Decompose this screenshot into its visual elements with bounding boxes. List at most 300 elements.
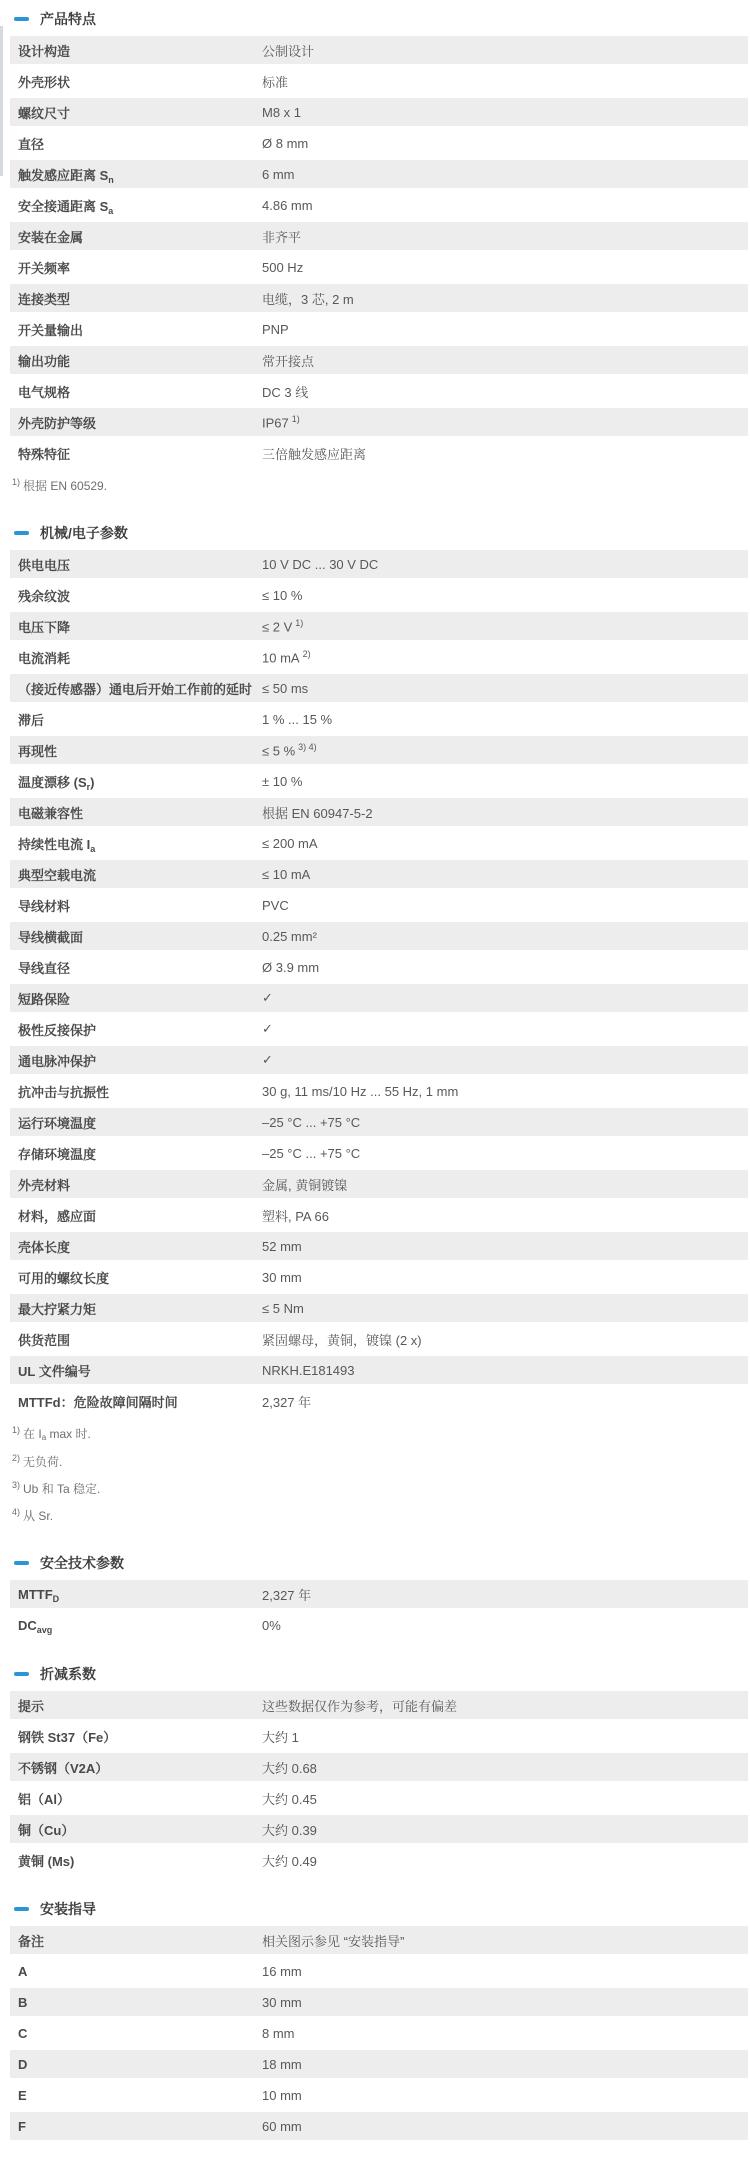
footnote-number: 2) xyxy=(12,1453,21,1463)
row-value xyxy=(262,618,303,634)
spec-row xyxy=(10,829,748,857)
row-label xyxy=(18,258,262,277)
row-value xyxy=(262,105,301,120)
spec-row xyxy=(10,1784,748,1812)
footnote-number: 3) xyxy=(12,1480,21,1490)
row-label-text: 持续性电流 I xyxy=(18,836,91,852)
row-value xyxy=(262,136,308,151)
row-value xyxy=(262,2057,302,2072)
row-value xyxy=(262,1964,302,1979)
row-value-text: 大约 0.39 xyxy=(262,1822,317,1838)
section-title: 机械/电子参数 xyxy=(40,525,128,541)
section-footnotes xyxy=(12,1419,750,1528)
scrollbar-thumb[interactable] xyxy=(0,26,3,176)
row-label xyxy=(18,1820,262,1839)
row-label xyxy=(18,227,262,246)
row-label-text: 安全接通距离 S xyxy=(18,198,109,214)
row-value-text: 大约 1 xyxy=(262,1729,299,1745)
spec-row xyxy=(10,253,748,281)
row-label-text: 导线直径 xyxy=(18,960,71,976)
row-value-text: 30 mm xyxy=(262,1994,302,2010)
row-label xyxy=(18,1696,262,1715)
row-value-text: PVC xyxy=(262,897,289,913)
row-label-text: F xyxy=(18,2118,26,2134)
row-label-text: C xyxy=(18,2025,28,2041)
row-value xyxy=(262,1618,281,1633)
spec-row xyxy=(10,1926,748,1954)
collapse-minus-icon[interactable] xyxy=(14,1561,29,1565)
footnote-text-tail: max 时. xyxy=(46,1427,91,1441)
row-value xyxy=(262,227,301,246)
row-value-text: 0.25 mm² xyxy=(262,928,317,944)
row-label xyxy=(18,1144,262,1163)
footnote-line xyxy=(12,1501,750,1528)
row-value xyxy=(262,289,354,308)
row-label-subscript: avg xyxy=(36,1624,53,1635)
spec-row xyxy=(10,953,748,981)
spec-row xyxy=(10,1957,748,1985)
section-title: 安全技术参数 xyxy=(40,1555,124,1571)
spec-row xyxy=(10,284,748,312)
row-value xyxy=(262,1727,299,1746)
row-label-subscript: a xyxy=(108,205,114,216)
row-label xyxy=(18,1789,262,1808)
row-value xyxy=(262,1146,360,1161)
row-value xyxy=(262,1084,458,1099)
row-value xyxy=(262,803,373,822)
row-value-text: 500 Hz xyxy=(262,259,304,275)
row-label xyxy=(18,103,262,122)
row-value-text: NRKH.E181493 xyxy=(262,1362,355,1378)
spec-row xyxy=(10,315,748,343)
row-label xyxy=(18,289,262,308)
footnote-text: 在 I xyxy=(23,1427,42,1441)
row-value-text: 大约 0.45 xyxy=(262,1791,317,1807)
row-value-text: –25 °C ... +75 °C xyxy=(262,1114,361,1130)
row-value-text: DC 3 线 xyxy=(262,384,309,400)
row-value-text: ≤ 5 Nm xyxy=(262,1300,304,1316)
footnote-line xyxy=(12,1419,750,1447)
row-label-text: DC xyxy=(18,1617,37,1633)
section-rows xyxy=(10,1580,748,1639)
row-value-text: 电缆，3 芯, 2 m xyxy=(262,291,354,307)
row-label xyxy=(18,1727,262,1746)
row-label xyxy=(18,586,262,605)
row-value-text: 非齐平 xyxy=(262,229,302,245)
row-label xyxy=(18,1392,262,1411)
spec-sections xyxy=(0,4,750,2140)
row-label xyxy=(18,834,262,853)
row-label xyxy=(18,72,262,91)
row-value-text: 金属, 黄铜镀镍 xyxy=(262,1177,348,1193)
row-value xyxy=(262,1330,422,1349)
row-value xyxy=(262,322,289,337)
footnote-line xyxy=(12,1474,750,1501)
row-label xyxy=(18,413,262,432)
spec-row xyxy=(10,36,748,64)
row-label xyxy=(18,165,262,184)
row-value xyxy=(262,588,302,603)
row-value-text: 标准 xyxy=(262,74,289,90)
row-value xyxy=(262,898,289,913)
footnote-line xyxy=(12,1447,750,1474)
row-label-text: 黄铜 (Ms) xyxy=(18,1853,75,1869)
row-value xyxy=(262,1363,355,1378)
section-header[interactable] xyxy=(14,1894,750,1924)
spec-row xyxy=(10,1077,748,1105)
row-value xyxy=(262,681,308,696)
spec-row xyxy=(10,674,748,702)
row-value xyxy=(262,1931,404,1950)
row-value xyxy=(262,1052,273,1068)
footnote-number: 4) xyxy=(12,1507,21,1517)
row-label-text: 导线材料 xyxy=(18,898,71,914)
row-value xyxy=(262,1021,273,1037)
row-label-text: 开关量输出 xyxy=(18,322,84,338)
row-value-text: 紧固螺母，黄铜，镀镍 (2 x) xyxy=(262,1332,422,1348)
row-label xyxy=(18,1175,262,1194)
collapse-minus-icon[interactable] xyxy=(14,1907,29,1911)
row-value-text: 大约 0.49 xyxy=(262,1853,317,1869)
row-value-text: 10 mm xyxy=(262,2087,302,2103)
row-label xyxy=(18,1051,262,1070)
row-label-text: 连接类型 xyxy=(18,291,71,307)
row-label-text: 输出功能 xyxy=(18,353,71,369)
row-label xyxy=(18,927,262,946)
row-value-text: 相关图示参见 “安装指导” xyxy=(262,1933,405,1949)
row-value-text: M8 x 1 xyxy=(262,104,302,120)
row-value xyxy=(262,929,317,944)
row-label-text: 外壳材料 xyxy=(18,1177,71,1193)
row-label xyxy=(18,320,262,339)
row-value xyxy=(262,2026,295,2041)
row-label-text: 典型空载电流 xyxy=(18,867,97,883)
row-value xyxy=(262,444,366,463)
section-header[interactable] xyxy=(14,1659,750,1689)
spec-row xyxy=(10,191,748,219)
row-value-text: ≤ 200 mA xyxy=(262,835,318,851)
row-value xyxy=(262,1206,329,1225)
spec-row xyxy=(10,860,748,888)
row-label xyxy=(18,865,262,884)
spec-row xyxy=(10,1046,748,1074)
row-value-text: 4.86 mm xyxy=(262,197,313,213)
row-label-text: 导线横截面 xyxy=(18,929,84,945)
row-label-text: UL 文件编号 xyxy=(18,1363,91,1379)
row-value-text: 16 mm xyxy=(262,1963,302,1979)
row-label xyxy=(18,741,262,760)
row-label-text: 电气规格 xyxy=(18,384,71,400)
row-label-text: 直径 xyxy=(18,136,45,152)
row-label xyxy=(18,1237,262,1256)
row-value xyxy=(262,382,308,401)
row-value-footnote-ref: 1) xyxy=(291,413,300,424)
row-label-text: 电磁兼容性 xyxy=(18,805,84,821)
row-label xyxy=(18,444,262,463)
row-value xyxy=(262,41,314,60)
row-label xyxy=(18,41,262,60)
row-value-footnote-ref: 2) xyxy=(302,648,311,659)
spec-row xyxy=(10,377,748,405)
footnote-number: 1) xyxy=(12,1425,21,1435)
row-label-subscript: r xyxy=(86,781,91,792)
footnote-subscript: a xyxy=(41,1433,47,1442)
spec-row xyxy=(10,222,748,250)
row-label-text: 电流消耗 xyxy=(18,650,71,666)
row-value-text: IP67 xyxy=(262,415,289,431)
row-label-text: 外壳形状 xyxy=(18,74,71,90)
row-value xyxy=(262,742,317,758)
spec-row xyxy=(10,736,748,764)
row-label-text: 温度漂移 (S xyxy=(18,774,87,790)
spec-row xyxy=(10,1387,748,1415)
spec-row xyxy=(10,160,748,188)
row-value-text: 这些数据仅作为参考，可能有偏差 xyxy=(262,1698,458,1714)
row-label-text: 残余纹波 xyxy=(18,588,71,604)
spec-row xyxy=(10,2019,748,2047)
spec-row xyxy=(10,1232,748,1260)
row-label xyxy=(18,617,262,636)
row-label-text: 电压下降 xyxy=(18,619,71,635)
section-title: 安装指导 xyxy=(40,1901,96,1917)
spec-row xyxy=(10,581,748,609)
row-label xyxy=(18,648,262,667)
footnote-text: Ub 和 Ta 稳定. xyxy=(23,1482,101,1496)
row-value xyxy=(262,414,300,430)
row-value xyxy=(262,1270,302,1285)
row-label-text: 触发感应距离 S xyxy=(18,167,109,183)
row-value-text: ✓ xyxy=(262,1021,273,1036)
row-value-text: 60 mm xyxy=(262,2118,302,2134)
row-label-text: A xyxy=(18,1963,28,1979)
row-label-text: 不锈钢（V2A） xyxy=(18,1760,109,1776)
section-title: 产品特点 xyxy=(40,11,96,27)
row-label xyxy=(18,1268,262,1287)
spec-row xyxy=(10,2050,748,2078)
row-label-text: D xyxy=(18,2056,28,2072)
footnote-text: 从 Sr. xyxy=(23,1509,54,1523)
row-value-text: ✓ xyxy=(262,990,273,1005)
row-label xyxy=(18,958,262,977)
row-label xyxy=(18,196,262,215)
spec-row xyxy=(10,1170,748,1198)
row-value-text: 2,327 年 xyxy=(262,1587,312,1603)
collapse-minus-icon[interactable] xyxy=(14,1672,29,1676)
spec-row xyxy=(10,1294,748,1322)
section-header[interactable] xyxy=(14,1548,750,1578)
row-value xyxy=(262,1301,304,1316)
spec-row xyxy=(10,67,748,95)
spec-row xyxy=(10,1201,748,1229)
spec-row xyxy=(10,1988,748,2016)
row-value xyxy=(262,1758,317,1777)
collapse-minus-icon[interactable] xyxy=(14,17,29,21)
row-value xyxy=(262,1239,302,1254)
row-value xyxy=(262,1696,457,1715)
row-label-text: 运行环境温度 xyxy=(18,1115,97,1131)
row-label xyxy=(18,1931,262,1950)
row-label-text: 备注 xyxy=(18,1933,45,1949)
row-label xyxy=(18,2119,262,2134)
row-label-text: 设计构造 xyxy=(18,43,71,59)
row-label-text: 通电脉冲保护 xyxy=(18,1053,97,1069)
row-label-text: MTTF xyxy=(18,1586,53,1602)
row-value-text: 30 g, 11 ms/10 Hz ... 55 Hz, 1 mm xyxy=(262,1083,459,1099)
row-label xyxy=(18,1758,262,1777)
row-value-text: 塑料, PA 66 xyxy=(262,1208,329,1224)
row-value xyxy=(262,1995,302,2010)
row-value xyxy=(262,167,295,182)
row-label-text: B xyxy=(18,1994,28,2010)
row-label-text: 极性反接保护 xyxy=(18,1022,97,1038)
row-value-text: 大约 0.68 xyxy=(262,1760,317,1776)
section-footnotes xyxy=(12,471,750,498)
row-label xyxy=(18,679,262,698)
section-header[interactable] xyxy=(14,518,750,548)
row-label-subscript: n xyxy=(108,174,114,185)
row-label xyxy=(18,382,262,401)
row-value xyxy=(262,649,311,665)
row-value-text: 常开接点 xyxy=(262,353,315,369)
row-label xyxy=(18,1964,262,1979)
spec-row xyxy=(10,1846,748,1874)
section-rows xyxy=(10,1926,748,2140)
spec-row xyxy=(10,439,748,467)
spec-row xyxy=(10,1356,748,1384)
row-label-text: MTTFd：危险故障间隔时间 xyxy=(18,1394,178,1410)
row-value xyxy=(262,712,332,727)
row-value-text: 6 mm xyxy=(262,166,295,182)
row-label-text: 壳体长度 xyxy=(18,1239,71,1255)
row-label-text: 提示 xyxy=(18,1698,45,1714)
spec-row xyxy=(10,2112,748,2140)
row-value xyxy=(262,1820,317,1839)
row-value-text: 三倍触发感应距离 xyxy=(262,446,367,462)
row-label-text: 开关频率 xyxy=(18,260,71,276)
row-value xyxy=(262,260,303,275)
spec-row xyxy=(10,1580,748,1608)
row-value-text: 18 mm xyxy=(262,2056,302,2072)
spec-row xyxy=(10,98,748,126)
row-value-footnote-ref: 1) xyxy=(295,617,304,628)
row-value-text: 根据 EN 60947-5-2 xyxy=(262,805,373,821)
row-value xyxy=(262,1789,317,1808)
row-label-text: 最大拧紧力矩 xyxy=(18,1301,97,1317)
row-label xyxy=(18,1299,262,1318)
spec-row xyxy=(10,346,748,374)
row-label xyxy=(18,1587,262,1602)
row-label-text: 供电电压 xyxy=(18,557,71,573)
row-label-subscript: D xyxy=(52,1593,60,1604)
row-value-text: 公制设计 xyxy=(262,43,315,59)
row-label-text: 钢铁 St37（Fe） xyxy=(18,1729,117,1745)
row-label-text: （接近传感器）通电后开始工作前的延时 xyxy=(18,681,253,697)
spec-row xyxy=(10,705,748,733)
row-value xyxy=(262,2088,302,2103)
row-value xyxy=(262,867,310,882)
row-label-text: 材料，感应面 xyxy=(18,1208,97,1224)
row-label xyxy=(18,803,262,822)
row-label xyxy=(18,2026,262,2041)
spec-row xyxy=(10,922,748,950)
row-value-footnote-ref: 3) 4) xyxy=(298,741,317,752)
spec-row xyxy=(10,1263,748,1291)
row-label xyxy=(18,1618,262,1633)
collapse-minus-icon[interactable] xyxy=(14,531,29,535)
row-label xyxy=(18,1361,262,1380)
row-label-text: 抗冲击与抗振性 xyxy=(18,1084,110,1100)
row-value-text: ≤ 10 mA xyxy=(262,866,311,882)
row-value xyxy=(262,960,319,975)
row-value-text: ≤ 5 % xyxy=(262,743,296,759)
section-rows xyxy=(10,36,748,467)
row-label xyxy=(18,772,262,791)
row-value xyxy=(262,1585,311,1604)
row-value xyxy=(262,72,288,91)
row-value xyxy=(262,774,302,789)
row-value-text: 2,327 年 xyxy=(262,1394,312,1410)
row-value-text: ≤ 50 ms xyxy=(262,680,309,696)
row-value xyxy=(262,1851,317,1870)
footnote-line xyxy=(12,471,750,498)
row-label xyxy=(18,1995,262,2010)
row-label-tail: ) xyxy=(90,774,95,790)
spec-row xyxy=(10,408,748,436)
row-label-text: 铝（Al） xyxy=(18,1791,71,1807)
row-value xyxy=(262,198,313,213)
footnote-number: 1) xyxy=(12,477,21,487)
spec-row xyxy=(10,1691,748,1719)
row-label-text: 滞后 xyxy=(18,712,45,728)
row-value-text: 8 mm xyxy=(262,2025,295,2041)
spec-row xyxy=(10,1139,748,1167)
row-value xyxy=(262,990,273,1006)
row-value-text: ≤ 2 V xyxy=(262,619,293,635)
row-label-text: 外壳防护等级 xyxy=(18,415,97,431)
row-value-text: 52 mm xyxy=(262,1238,302,1254)
row-label xyxy=(18,1082,262,1101)
section-header[interactable] xyxy=(14,4,750,34)
spec-row xyxy=(10,984,748,1012)
row-label-text: 再现性 xyxy=(18,743,58,759)
row-label-text: 存储环境温度 xyxy=(18,1146,97,1162)
row-label-text: 特殊特征 xyxy=(18,446,71,462)
section-rows xyxy=(10,550,748,1415)
spec-row xyxy=(10,1722,748,1750)
row-label xyxy=(18,710,262,729)
row-value xyxy=(262,1115,360,1130)
section-rows xyxy=(10,1691,748,1874)
row-value-text: Ø 8 mm xyxy=(262,135,309,151)
row-label xyxy=(18,555,262,574)
spec-row xyxy=(10,2081,748,2109)
row-value xyxy=(262,2119,302,2134)
row-label xyxy=(18,351,262,370)
row-value xyxy=(262,351,314,370)
row-label-text: E xyxy=(18,2087,27,2103)
row-label-text: 供货范围 xyxy=(18,1332,71,1348)
row-value-text: ± 10 % xyxy=(262,773,303,789)
row-label xyxy=(18,1113,262,1132)
row-label xyxy=(18,1851,262,1870)
spec-row xyxy=(10,798,748,826)
row-value-text: Ø 3.9 mm xyxy=(262,959,320,975)
spec-row xyxy=(10,1611,748,1639)
row-label xyxy=(18,1020,262,1039)
spec-row xyxy=(10,1015,748,1043)
row-value-text: 10 V DC ... 30 V DC xyxy=(262,556,379,572)
row-label xyxy=(18,2057,262,2072)
